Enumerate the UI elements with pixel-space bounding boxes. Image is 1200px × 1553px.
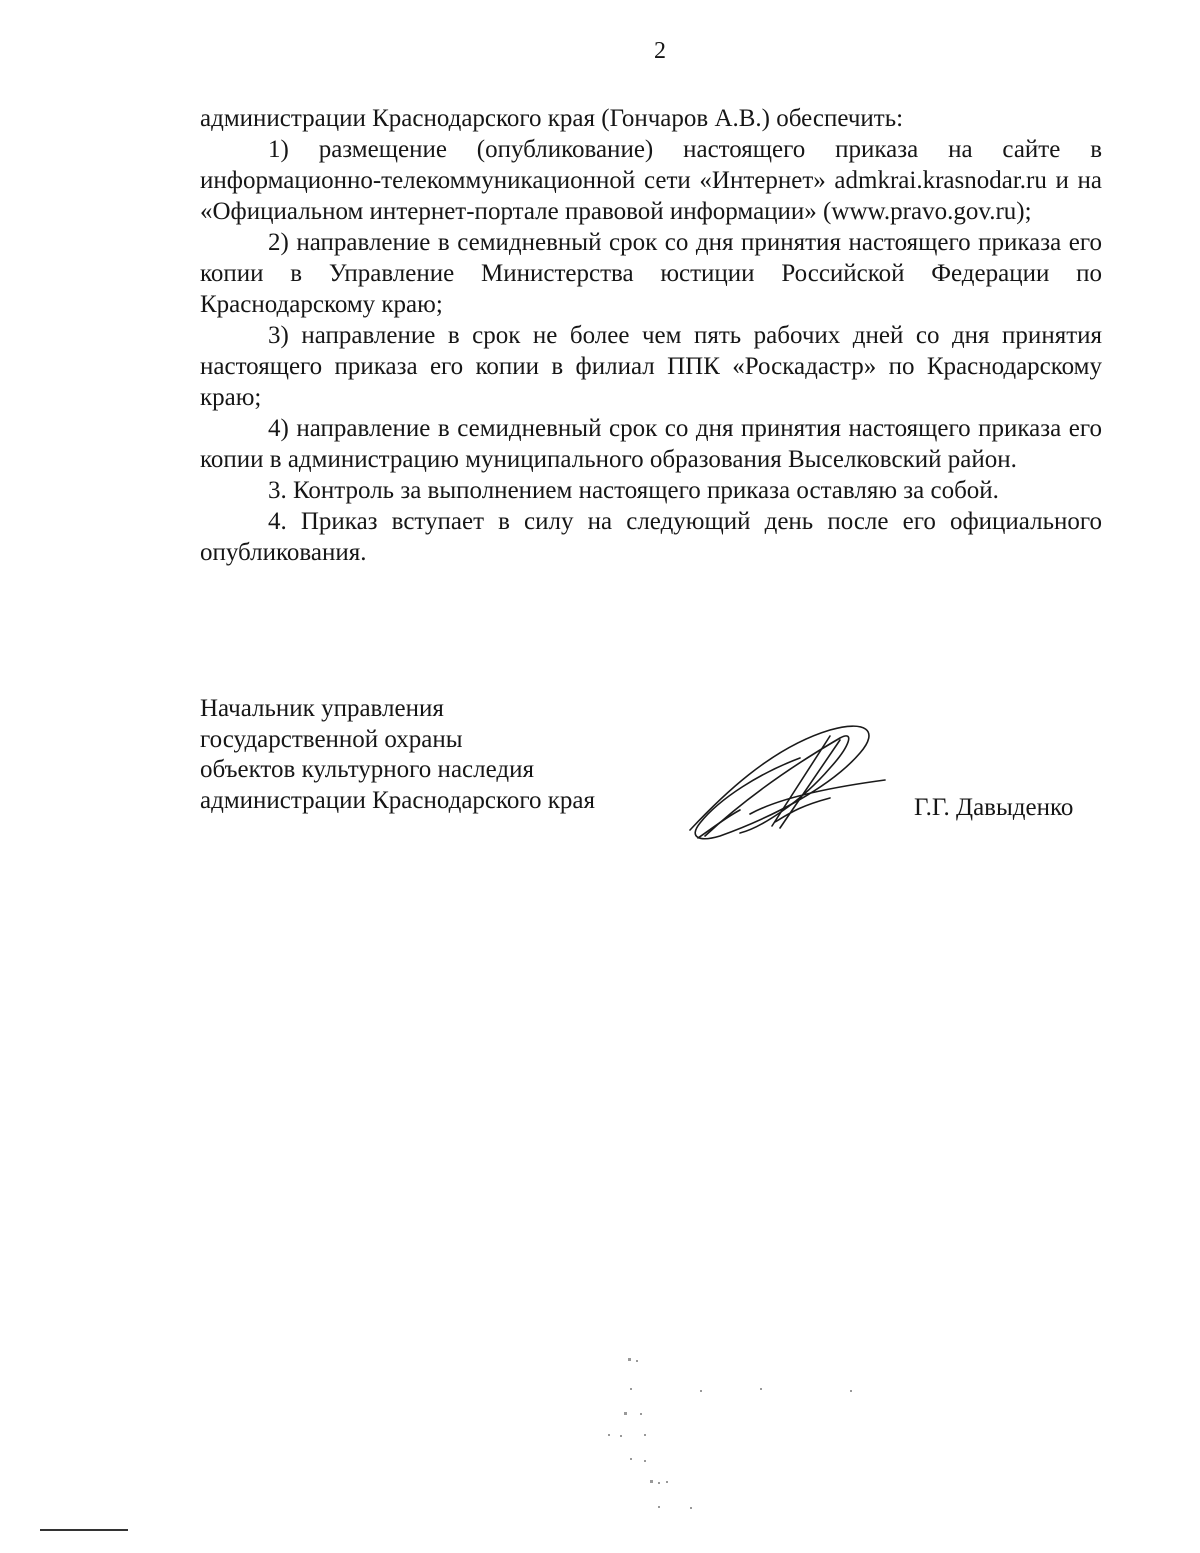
paragraph-item-3: 3) направление в срок не более чем пять рабочих дней со дня принятия настоящего приказа его копии в филиал ППК «Роскадастр» по Краснодарскому краю;: [200, 322, 1102, 411]
paragraph-item-4: 4) направление в семидневный срок со дня принятия настоящего приказа его копии в администрацию муниципального образования Выселковский район.: [200, 415, 1102, 473]
page-number: 2: [654, 38, 666, 64]
scan-artifacts: [600, 1350, 880, 1530]
paragraph-clause-3: 3. Контроль за выполнением настоящего приказа оставляю за собой.: [268, 477, 999, 504]
document-body: [200, 103, 1102, 568]
paragraph-intro: администрации Краснодарского края (Гончаров А.В.) обеспечить:: [200, 105, 904, 132]
signatory-name: Г.Г. Давыденко: [914, 794, 1074, 821]
scan-edge-line: [40, 1529, 128, 1531]
paragraph-clause-4: 4. Приказ вступает в силу на следующий день после его официального опубликования.: [200, 508, 1102, 566]
paragraph-item-2: 2) направление в семидневный срок со дня принятия настоящего приказа его копии в Управление Министерства юстиции Российской Федерации по Краснодарскому краю;: [200, 229, 1102, 318]
position-line: объектов культурного наследия: [200, 756, 534, 783]
signatory-position: [200, 694, 595, 816]
position-line: администрации Краснодарского края: [200, 786, 596, 814]
handwritten-signature: [680, 718, 890, 848]
position-line: Начальник управления: [200, 695, 444, 722]
paragraph-item-1: 1) размещение (опубликование) настоящего приказа на сайте в информационно-телекоммуникационной сети «Интернет» admkrai.krasnodar.ru и на «Официальном интернет-портале правовой информации» (www.pravo.gov.ru);: [200, 136, 1102, 225]
position-line: государственной охраны: [200, 725, 463, 753]
